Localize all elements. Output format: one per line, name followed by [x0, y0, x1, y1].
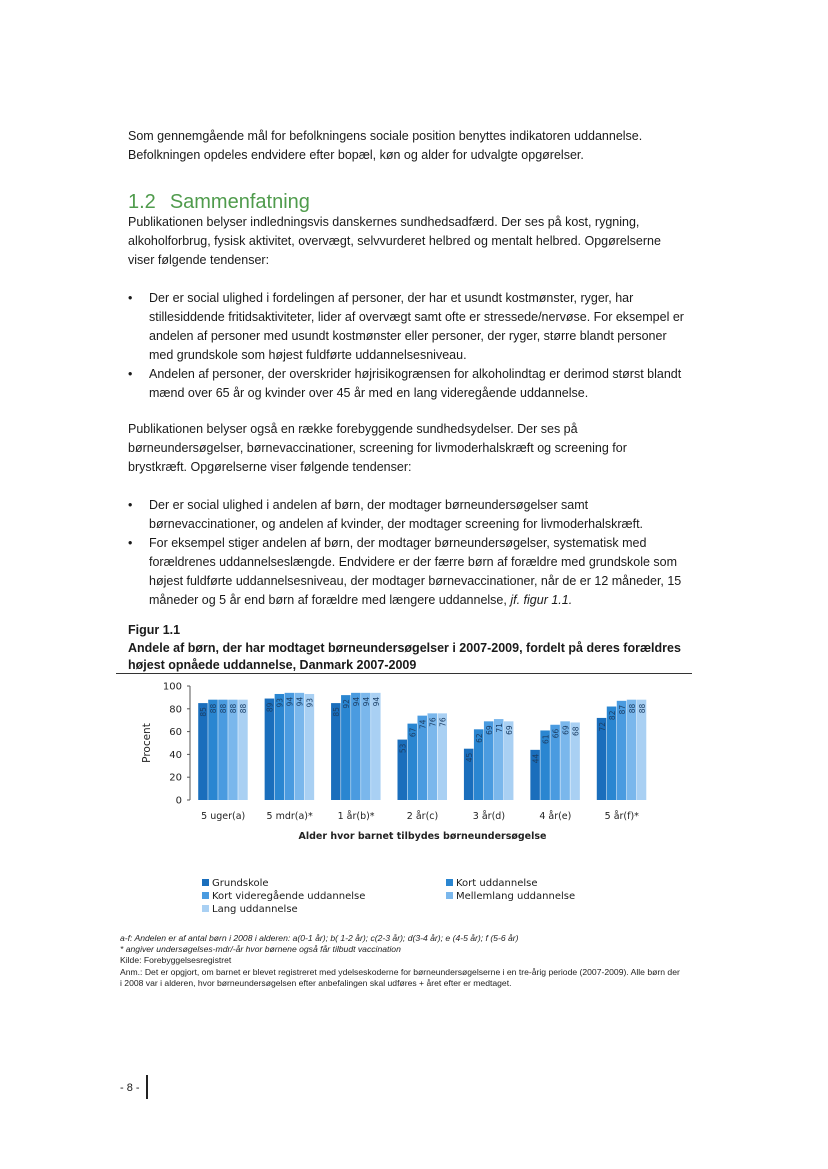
bar: [617, 701, 627, 800]
section-title: Sammenfatning: [169, 191, 310, 213]
bar: [341, 695, 351, 800]
bar-value-label: 61: [541, 734, 551, 745]
summary-paragraph-1: Publikationen belyser indledningsvis danskernes sundhedsadfærd. Der ses på kost, rygning, alkoholforbrug, fysisk aktivitet, overvægt, selvvurderet helbred og mentalt helbred. Opgørelserne viser følgende tendenser:: [128, 215, 661, 267]
figure-label: Figur 1.1: [128, 623, 181, 637]
y-tick-label: 40: [169, 749, 182, 761]
bar-value-label: 85: [332, 707, 342, 717]
bar: [331, 703, 341, 800]
bullet-list-1: [128, 289, 688, 403]
bar-value-label: 69: [504, 725, 514, 735]
bar-value-label: 82: [607, 710, 617, 721]
y-tick-label: 60: [169, 727, 182, 739]
bar: [361, 693, 371, 800]
bar-value-label: 88: [239, 703, 249, 714]
bar: [208, 700, 218, 800]
bar: [637, 700, 647, 800]
bar-value-label: 94: [362, 696, 372, 707]
bar-value-label: 88: [627, 703, 637, 714]
bar-value-label: 71: [494, 723, 504, 733]
bar-value-label: 76: [438, 717, 448, 727]
x-tick-label: 2 år(c): [406, 811, 439, 822]
figure-divider: [116, 673, 692, 674]
x-tick-label: 1 år(b)*: [337, 811, 375, 822]
bar: [371, 693, 381, 800]
bar-value-label: 93: [305, 697, 315, 708]
x-tick-label: 4 år(e): [539, 811, 572, 822]
y-tick-label: 100: [162, 681, 182, 693]
bar-value-label: 62: [474, 733, 484, 743]
legend-label: Mellemlang uddannelse: [456, 891, 576, 902]
y-tick-label: 20: [169, 772, 182, 784]
legend-label: Grundskole: [212, 878, 269, 889]
list-item: • Der er social ulighed i andelen af børn, der modtager børneundersøgelser samt børnevaccinationer, og andelen af kvinder, der modtager screening for livmoderhalskræft.: [128, 496, 688, 534]
bar: [295, 693, 305, 800]
intro-paragraph: Som gennemgående mål for befolkningens sociale position benyttes indikatoren uddannelse. Befolkningen opdeles endvidere efter bopæl, køn og alder for udvalgte opgørelser.: [128, 129, 643, 162]
bar-value-label: 45: [464, 752, 474, 763]
bar-value-label: 87: [617, 704, 627, 715]
y-axis-label: Procent: [141, 723, 153, 763]
bar: [218, 700, 228, 800]
bar-value-label: 69: [561, 725, 571, 735]
bar-value-label: 74: [418, 719, 428, 730]
figure-notes: [120, 933, 680, 989]
note-age-groups: a-f: Andelen er af antal børn i 2008 i alderen: a(0-1 år); b( 1-2 år); c(2-3 år); d(3-4 år); e (4-5 år); f (5-6 år): [120, 933, 519, 943]
note-remark: Anm.: Det er opgjort, om barnet er blevet registreret med ydelseskoderne for børneundersøgelserne i en tre-årig periode (2007-2009). Alle børn der i 2008 var i alderen, hvor børneundersøgelsen efter anbefalingen skal udføres + året efter er medtaget.: [120, 966, 680, 988]
list-item: • Der er social ulighed i fordelingen af personer, der har et usundt kostmønster, ryger, har stillesiddende fritidsaktiviteter, lider af overvægt samt ofte er stressede/nervøse. For eksempel er andelen af personer med usundt kostmønster eller personer, der ryger, større blandt personer med grundskole som højest fuldførte uddannelsesniveau.: [128, 289, 688, 365]
list-item-text: For eksempel stiger andelen af børn, der modtager børneundersøgelser, systematisk med forældrenes uddannelseslængde. Endvidere er der færre børn af forældre med grundskole som højest fuldførte uddannelsesniveau, der modtager børnevaccinationer, når de er 12 måneder, 15 måneder og 5 år end børn af forældre med længere uddannelse,: [149, 536, 682, 607]
bar-chart: [110, 676, 670, 852]
legend-label: Kort uddannelse: [456, 878, 538, 889]
figure-reference: jf. figur 1.1.: [510, 593, 573, 607]
section-number: 1.2: [128, 191, 156, 213]
legend-item-mellemlang: [446, 891, 575, 902]
bar-value-label: 68: [571, 726, 581, 737]
y-tick-label: 0: [175, 795, 182, 807]
bar: [285, 693, 295, 800]
bar-value-label: 89: [265, 702, 275, 713]
x-tick-label: 5 mdr(a)*: [266, 811, 313, 822]
bar-value-label: 67: [408, 727, 418, 738]
legend-label: Kort videregående uddannelse: [212, 891, 366, 902]
legend-swatch: [202, 905, 209, 912]
legend-swatch: [202, 892, 209, 899]
bar-value-label: 93: [275, 697, 285, 708]
legend-item-lang: [202, 904, 298, 915]
bar: [228, 700, 238, 800]
bar-value-label: 94: [372, 696, 382, 707]
section-heading: [128, 191, 310, 214]
bar: [238, 700, 248, 800]
x-tick-label: 5 uger(a): [201, 811, 246, 822]
summary-paragraph-2: Publikationen belyser også en række forebyggende sundhedsydelser. Der ses på børneundersøgelser, børnevaccinationer, screening for livmoderhalskræft og screening for brystkræft. Opgørelserne viser følgende tendenser:: [128, 422, 627, 474]
note-vaccination: * angiver undersøgelses-mdr/-år hvor børnene også får tilbudt vaccination: [120, 944, 401, 955]
bar: [275, 694, 285, 800]
legend-item-kort-videregaaende: [202, 891, 365, 902]
bar-value-label: 94: [295, 696, 305, 707]
bar-value-label: 72: [597, 721, 607, 732]
legend-swatch: [446, 892, 453, 899]
x-axis-label: Alder hvor barnet tilbydes børneundersøgelse: [298, 831, 547, 842]
bar-value-label: 76: [428, 717, 438, 727]
bar: [351, 693, 361, 800]
bar: [305, 694, 315, 800]
page-number-bar: [146, 1075, 148, 1099]
page-number: - 8 -: [120, 1082, 140, 1094]
figure-title: Andele af børn, der har modtaget børneundersøgelser i 2007-2009, fordelt på deres forældres højest opnåede uddannelse, Danmark 2007-2009: [128, 641, 681, 672]
legend-label: Lang uddannelse: [212, 904, 298, 915]
bullet-list-2: [128, 496, 688, 610]
bar-value-label: 94: [352, 696, 362, 707]
x-tick-label: 3 år(d): [472, 811, 506, 822]
bar-value-label: 85: [199, 707, 209, 717]
legend-item-kort-uddannelse: [446, 878, 538, 889]
bar-value-label: 88: [219, 703, 229, 714]
bar-value-label: 53: [398, 743, 408, 754]
legend-item-grundskole: [202, 878, 269, 889]
y-tick-label: 80: [169, 704, 182, 716]
list-item: [128, 534, 688, 610]
bar-value-label: 66: [551, 728, 561, 739]
legend-swatch: [202, 879, 209, 886]
bar-value-label: 44: [531, 753, 541, 764]
bar: [265, 699, 275, 800]
list-item: • Andelen af personer, der overskrider højrisikogrænsen for alkoholindtag er derimod størst blandt mænd over 65 år og kvinder over 45 år med en lang videregående uddannelse.: [128, 365, 688, 403]
note-source: Kilde: Forebyggelsesregistret: [120, 955, 232, 966]
bar: [198, 703, 208, 800]
bar-value-label: 69: [484, 725, 494, 735]
x-tick-label: 5 år(f)*: [604, 811, 639, 822]
bar-value-label: 88: [637, 703, 647, 714]
legend-swatch: [446, 879, 453, 886]
bar-value-label: 94: [285, 696, 295, 707]
bar-value-label: 88: [209, 703, 219, 714]
bar: [627, 700, 637, 800]
bar-value-label: 92: [342, 699, 352, 709]
bar-value-label: 88: [229, 703, 239, 714]
